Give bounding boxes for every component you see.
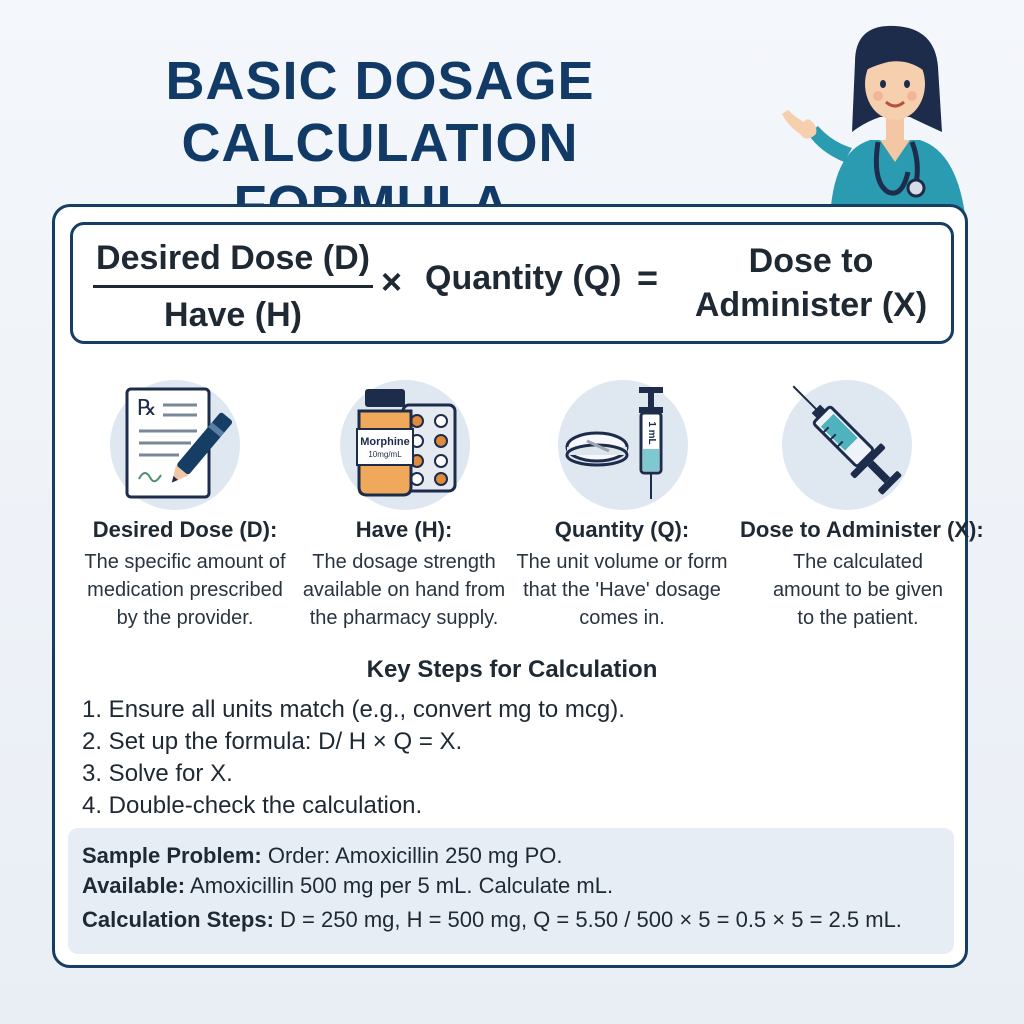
term-quantity — [512, 516, 732, 632]
pill-and-syringe-icon — [553, 375, 693, 515]
bottle-sublabel: 10mg/mL — [368, 450, 402, 459]
sample-problem-line — [82, 842, 563, 870]
formula-result-line-2: Administer (X) — [694, 286, 928, 324]
formula-equals-sign: = — [637, 257, 659, 298]
bottle-label: Morphine — [360, 436, 410, 448]
sample-available-text: Amoxicillin 500 mg per 5 mL. Calculate mL. — [185, 873, 614, 898]
formula-result — [683, 239, 939, 327]
sample-steps-line — [82, 906, 902, 934]
term-desired-dose — [75, 516, 295, 632]
formula-result-line-1: Dose to — [748, 242, 874, 280]
formula-fraction — [93, 235, 373, 338]
step-item: 3. Solve for X. — [82, 760, 233, 787]
term-heading: Have (H): — [355, 517, 453, 542]
title-line-1: BASIC DOSAGE — [165, 51, 595, 111]
formula-box — [70, 222, 954, 344]
sample-problem-text: Order: Amoxicillin 250 mg PO. — [261, 843, 563, 868]
medicine-bottle-icon — [335, 375, 475, 515]
term-description: The specific amount of medication prescribed by the provider. — [84, 551, 286, 629]
step-item: 1. Ensure all units match (e.g., convert mg to mcg). — [82, 696, 625, 723]
formula-denominator: Have (H) — [164, 296, 302, 334]
sample-problem-panel — [68, 828, 954, 954]
formula-times-sign: × — [381, 261, 403, 302]
prescription-pad-icon — [105, 375, 245, 515]
steps-list — [82, 694, 625, 822]
formula-numerator: Desired Dose (D) — [96, 239, 370, 277]
sample-steps-text: D = 250 mg, H = 500 mg, Q = 5.50 / 500 × 5 = 0.5 × 5 = 2.5 mL. — [273, 907, 902, 932]
step-item: 4. Double-check the calculation. — [82, 792, 423, 819]
term-description: The calculated amount to be given to the patient. — [772, 551, 944, 629]
step-item: 2. Set up the formula: D/ H × Q = X. — [82, 728, 463, 755]
steps-title: Key Steps for Calculation — [366, 656, 658, 683]
term-heading: Desired Dose (D): — [92, 517, 278, 542]
term-have — [294, 516, 514, 632]
term-heading: Dose to Administer (X): — [740, 517, 984, 542]
syringe-icon — [777, 370, 917, 510]
syringe-volume-label: 1 mL — [646, 421, 657, 445]
term-heading: Quantity (Q): — [554, 517, 690, 542]
rx-symbol: ℞ — [137, 396, 157, 421]
sample-steps-label: Calculation Steps: — [82, 907, 274, 932]
fraction-bar — [93, 285, 373, 288]
formula-quantity: Quantity (Q) — [425, 259, 622, 297]
sample-available-line — [82, 872, 613, 900]
nurse-illustration — [760, 22, 980, 222]
sample-problem-label: Sample Problem: — [82, 843, 262, 868]
term-description: The dosage strength available on hand from the pharmacy supply. — [302, 551, 506, 629]
sample-available-label: Available: — [82, 873, 186, 898]
title-line-2: CALCULATION — [181, 113, 579, 173]
term-description: The unit volume or form that the 'Have' dosage comes in. — [516, 551, 728, 629]
term-dose-to-administer — [740, 516, 984, 632]
